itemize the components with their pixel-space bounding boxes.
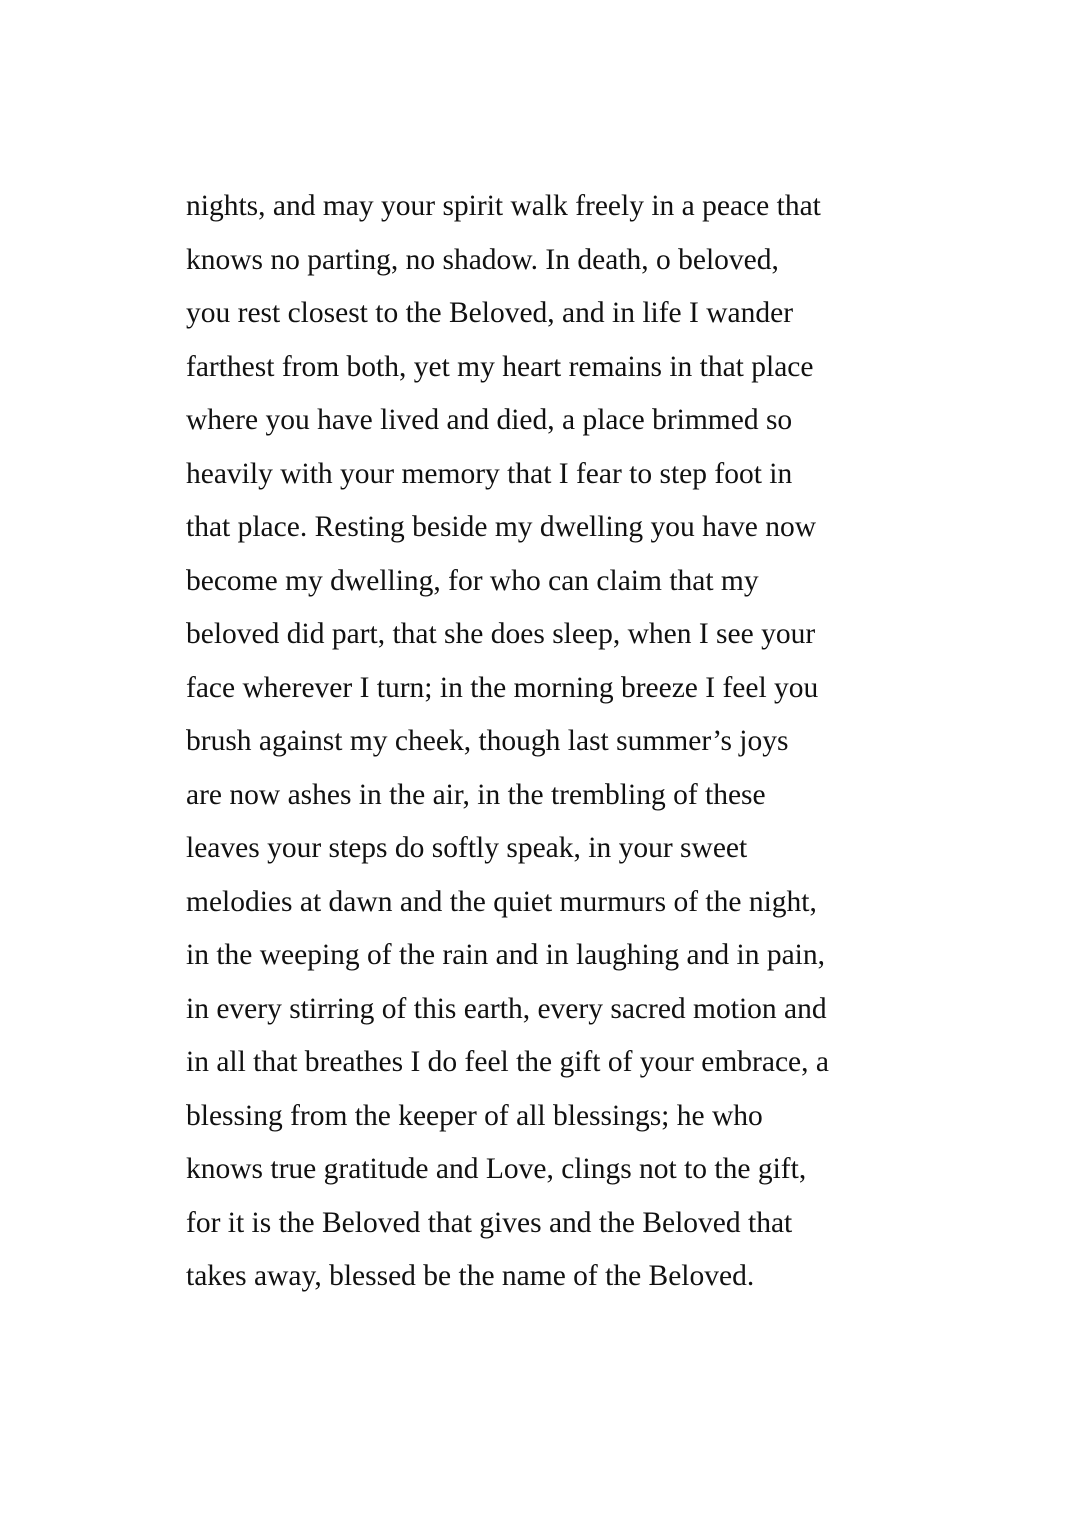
text-line-10: face wherever I turn; in the morning breeze I feel you [186,671,819,704]
text-line-11: brush against my cheek, though last summer’s joys [186,725,789,757]
text-line-17: in all that breathes I do feel the gift of your embrace, a [186,1046,829,1078]
text-line-7: that place. Resting beside my dwelling you have now [186,511,817,543]
text-line-3: you rest closest to the Beloved, and in life I wander [186,297,794,329]
text-line-2: knows no parting, no shadow. In death, o beloved, [186,243,779,276]
body-text [186,180,986,1304]
text-line-5: where you have lived and died, a place brimmed so [186,404,793,436]
text-line-21: takes away, blessed be the name of the Beloved. [186,1260,755,1292]
text-line-6: heavily with your memory that I fear to step foot in [186,457,793,490]
text-line-1: nights, and may your spirit walk freely in a peace that [186,190,821,222]
text-line-16: in every stirring of this earth, every sacred motion and [186,992,827,1025]
text-line-20: for it is the Beloved that gives and the Beloved that [186,1206,793,1239]
text-line-4: farthest from both, yet my heart remains in that place [186,350,814,383]
text-line-13: leaves your steps do softly speak, in your sweet [186,832,748,864]
text-line-15: in the weeping of the rain and in laughing and in pain, [186,939,826,971]
text-line-19: knows true gratitude and Love, clings not to the gift, [186,1153,807,1185]
text-line-8: become my dwelling, for who can claim that my [186,564,759,597]
text-line-12: are now ashes in the air, in the trembling of these [186,778,766,811]
text-line-9: beloved did part, that she does sleep, when I see your [186,618,816,650]
text-line-14: melodies at dawn and the quiet murmurs of the night, [186,885,817,918]
text-line-18: blessing from the keeper of all blessings; he who [186,1099,763,1132]
